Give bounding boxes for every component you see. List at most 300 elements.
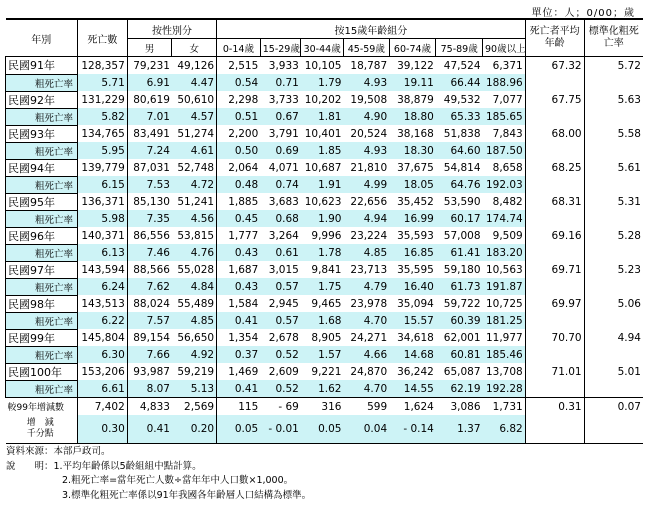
rate-cell: 1.91 — [301, 176, 344, 193]
rate-label: 粗死亡率 — [6, 278, 78, 295]
count-cell: 85,130 — [127, 193, 172, 210]
count-cell: 2,515 — [217, 57, 261, 75]
count-cell: 128,357 — [78, 57, 128, 75]
count-cell: 18,787 — [350, 59, 388, 72]
table-row — [6, 227, 644, 244]
rate-cell: 16.40 — [389, 278, 436, 295]
rate-cell: 0.74 — [260, 176, 301, 193]
year-label: 民國96年 — [6, 227, 78, 244]
rate-cell: 4.93 — [343, 74, 389, 91]
avg-age-blank — [525, 380, 584, 398]
note-3: 3.標準化粗死亡率係以91年我國各年齡層人口結構為標準。 — [62, 489, 312, 501]
count-cell: 1,687 — [217, 261, 261, 278]
count-cell: 50,610 — [177, 93, 215, 106]
header-by-sex: 按性別分 — [127, 19, 216, 39]
count-cell: 59,180 — [443, 263, 481, 276]
count-cell: 2,945 — [268, 297, 299, 310]
rate-cell: 4.57 — [172, 108, 217, 125]
header-year: 年別 — [6, 19, 78, 57]
rate-cell: 1.57 — [301, 346, 344, 363]
diff-cell: 599 — [343, 398, 389, 416]
rate-cell: 4.70 — [343, 312, 389, 329]
rate-cell: 6.15 — [78, 176, 128, 193]
avg-age-cell: 70.70 — [525, 329, 584, 346]
diff-std-cell: 0.07 — [584, 398, 643, 416]
diff-rate-cell: 0.41 — [127, 415, 172, 444]
count-cell: 38,879 — [397, 93, 434, 106]
rate-cell: 7.57 — [127, 312, 172, 329]
rate-cell: 7.62 — [127, 278, 172, 295]
count-cell: 13,708 — [485, 365, 523, 378]
rate-cell: 1.75 — [301, 278, 344, 295]
rate-cell: 5.98 — [78, 210, 128, 227]
diff-cell: - 69 — [260, 398, 301, 416]
rate-cell: 5.71 — [78, 74, 128, 91]
count-cell: 10,202 — [304, 93, 342, 106]
count-cell: 34,618 — [397, 331, 434, 344]
rate-row — [6, 210, 644, 227]
count-cell: 2,678 — [268, 331, 299, 344]
std-rate-cell: 4.94 — [584, 329, 643, 346]
avg-age-cell: 69.97 — [525, 295, 584, 312]
rate-cell: 7.01 — [127, 108, 172, 125]
count-cell: 8,482 — [492, 195, 523, 208]
rate-cell: 6.13 — [78, 244, 128, 261]
count-cell: 22,656 — [350, 195, 388, 208]
count-cell: 3,733 — [268, 93, 299, 106]
table-row — [6, 363, 644, 380]
rate-label: 粗死亡率 — [6, 312, 78, 329]
rate-cell: 1.62 — [301, 380, 344, 398]
count-cell: 9,996 — [311, 229, 342, 242]
count-cell: 143,513 — [78, 295, 128, 312]
std-rate-blank — [584, 380, 643, 398]
rate-cell: 185.46 — [483, 346, 526, 363]
rate-cell: 6.22 — [78, 312, 128, 329]
header-std-rate: 標準化粗死亡率 — [584, 19, 643, 57]
rate-cell: 0.67 — [260, 108, 301, 125]
header-age-30-44: 30-44歲 — [301, 39, 344, 57]
diff-cell: 1,731 — [483, 398, 526, 416]
count-cell: 56,650 — [177, 331, 215, 344]
footnotes — [6, 445, 311, 503]
rate-label: 粗死亡率 — [6, 108, 78, 125]
diff-rate-std-blank — [584, 415, 643, 444]
count-cell: 39,122 — [397, 59, 434, 72]
count-cell: 153,206 — [78, 363, 128, 380]
std-rate-blank — [584, 312, 643, 329]
count-cell: 9,841 — [311, 263, 342, 276]
header-age-60-74: 60-74歲 — [389, 39, 436, 57]
rate-label: 粗死亡率 — [6, 244, 78, 261]
std-rate-cell: 5.01 — [584, 363, 643, 380]
count-cell: 35,595 — [397, 263, 434, 276]
count-cell: 52,748 — [177, 161, 215, 174]
rate-cell: 0.57 — [260, 278, 301, 295]
rate-cell: 4.99 — [343, 176, 389, 193]
rate-cell: 5.95 — [78, 142, 128, 159]
rate-cell: 15.57 — [389, 312, 436, 329]
diff-rate-cell: 0.05 — [301, 415, 344, 444]
rate-cell: 65.33 — [436, 108, 483, 125]
diff-label: 較99年增減數 — [6, 398, 78, 416]
std-rate-cell: 5.28 — [584, 227, 643, 244]
rate-cell: 5.82 — [78, 108, 128, 125]
rate-cell: 64.60 — [436, 142, 483, 159]
rate-cell: 7.24 — [127, 142, 172, 159]
avg-age-blank — [525, 210, 584, 227]
avg-age-blank — [525, 278, 584, 295]
table-row — [6, 295, 644, 312]
std-rate-blank — [584, 142, 643, 159]
count-cell: 49,126 — [177, 59, 215, 72]
count-cell: 6,371 — [492, 59, 523, 72]
avg-age-blank — [525, 142, 584, 159]
count-cell: 23,713 — [350, 263, 388, 276]
rate-cell: 191.87 — [483, 278, 526, 295]
count-cell: 2,298 — [217, 91, 261, 108]
table-row — [6, 261, 644, 278]
rate-cell: 6.24 — [78, 278, 128, 295]
rate-cell: 1.90 — [301, 210, 344, 227]
diff-rate-row — [6, 415, 644, 444]
count-cell: 53,815 — [177, 229, 215, 242]
count-cell: 51,838 — [443, 127, 481, 140]
count-cell: 23,224 — [350, 229, 388, 242]
note-2: 2.粗死亡率=當年死亡人數÷當年年中人口數×1,000。 — [62, 475, 294, 486]
rate-cell: 6.30 — [78, 346, 128, 363]
count-cell: 145,804 — [78, 329, 128, 346]
diff-cell: 4,833 — [127, 398, 172, 416]
year-label: 民國91年 — [6, 57, 78, 75]
count-cell: 47,524 — [443, 59, 481, 72]
count-cell: 131,229 — [78, 91, 128, 108]
count-cell: 93,987 — [127, 363, 172, 380]
count-cell: 3,683 — [268, 195, 299, 208]
header-age-45-59: 45-59歲 — [343, 39, 389, 57]
count-cell: 35,452 — [397, 195, 434, 208]
diff-rate-avg-blank — [525, 415, 584, 444]
rate-cell: 62.19 — [436, 380, 483, 398]
avg-age-cell: 71.01 — [525, 363, 584, 380]
rate-cell: 4.93 — [343, 142, 389, 159]
count-cell: 139,779 — [78, 159, 128, 176]
count-cell: 51,274 — [177, 127, 215, 140]
count-cell: 1,885 — [217, 193, 261, 210]
rate-cell: 14.68 — [389, 346, 436, 363]
count-cell: 59,219 — [177, 365, 215, 378]
count-cell: 79,231 — [127, 57, 172, 75]
count-cell: 9,465 — [311, 297, 342, 310]
rate-cell: 4.85 — [172, 312, 217, 329]
count-cell: 136,371 — [78, 193, 128, 210]
table-body — [6, 57, 644, 444]
table-row — [6, 329, 644, 346]
std-rate-cell: 5.63 — [584, 91, 643, 108]
count-cell: 10,623 — [304, 195, 342, 208]
avg-age-blank — [525, 346, 584, 363]
rate-label: 粗死亡率 — [6, 210, 78, 227]
diff-cell: 316 — [301, 398, 344, 416]
year-label: 民國92年 — [6, 91, 78, 108]
table-row — [6, 125, 644, 142]
death-statistics-table — [5, 18, 643, 444]
year-label: 民國99年 — [6, 329, 78, 346]
count-cell: 1,777 — [217, 227, 261, 244]
count-cell: 23,978 — [350, 297, 388, 310]
rate-cell: 0.43 — [217, 278, 261, 295]
rate-cell: 0.71 — [260, 74, 301, 91]
rate-row — [6, 380, 644, 398]
diff-rate-cell: - 0.14 — [389, 415, 436, 444]
count-cell: 2,200 — [217, 125, 261, 142]
count-cell: 19,508 — [350, 93, 388, 106]
count-cell: 21,810 — [350, 161, 388, 174]
year-label: 民國95年 — [6, 193, 78, 210]
diff-rate-cell: 0.30 — [78, 415, 128, 444]
count-cell: 38,168 — [397, 127, 434, 140]
rate-cell: 61.73 — [436, 278, 483, 295]
count-cell: 89,154 — [127, 329, 172, 346]
rate-cell: 4.79 — [343, 278, 389, 295]
note-label: 說 明： — [6, 460, 54, 472]
count-cell: 7,077 — [492, 93, 523, 106]
count-cell: 9,221 — [311, 365, 342, 378]
count-cell: 54,814 — [443, 161, 481, 174]
avg-age-blank — [525, 176, 584, 193]
count-cell: 49,532 — [443, 93, 481, 106]
year-label: 民國98年 — [6, 295, 78, 312]
count-cell: 36,242 — [397, 365, 434, 378]
avg-age-cell: 68.00 — [525, 125, 584, 142]
diff-row — [6, 398, 644, 416]
rate-cell: 6.91 — [127, 74, 172, 91]
note-1: 1.平均年齡係以5齡組組中點計算。 — [53, 460, 202, 472]
count-cell: 8,905 — [311, 331, 342, 344]
std-rate-blank — [584, 244, 643, 261]
diff-rate-cell: 0.20 — [172, 415, 217, 444]
count-cell: 53,590 — [443, 195, 481, 208]
header-age-75-89: 75-89歲 — [436, 39, 483, 57]
avg-age-cell: 68.25 — [525, 159, 584, 176]
count-cell: 11,977 — [485, 331, 523, 344]
unit-note: 單位：人；0/00；歲 — [531, 8, 635, 19]
count-cell: 35,094 — [397, 297, 434, 310]
rate-cell: 4.66 — [343, 346, 389, 363]
count-cell: 24,271 — [350, 331, 388, 344]
rate-cell: 1.85 — [301, 142, 344, 159]
rate-row — [6, 244, 644, 261]
rate-cell: 192.03 — [483, 176, 526, 193]
rate-row — [6, 346, 644, 363]
header-avg-age: 死亡者平均年齡 — [525, 19, 584, 57]
rate-cell: 187.50 — [483, 142, 526, 159]
count-cell: 134,765 — [78, 125, 128, 142]
avg-age-cell: 67.75 — [525, 91, 584, 108]
rate-cell: 7.46 — [127, 244, 172, 261]
std-rate-blank — [584, 278, 643, 295]
header-age-15-29: 15-29歲 — [260, 39, 301, 57]
diff-cell: 115 — [217, 398, 261, 416]
header-male: 男 — [127, 39, 172, 57]
avg-age-cell: 68.31 — [525, 193, 584, 210]
rate-cell: 0.43 — [217, 244, 261, 261]
count-cell: 10,687 — [304, 161, 342, 174]
count-cell: 9,509 — [492, 229, 523, 242]
rate-cell: 7.66 — [127, 346, 172, 363]
std-rate-blank — [584, 108, 643, 125]
rate-cell: 0.52 — [260, 380, 301, 398]
std-rate-cell: 5.23 — [584, 261, 643, 278]
count-cell: 4,071 — [268, 161, 299, 174]
source-note: 資料來源：本部戶政司。 — [6, 446, 111, 457]
rate-cell: 0.51 — [217, 108, 261, 125]
rate-cell: 0.45 — [217, 210, 261, 227]
count-cell: 8,658 — [492, 161, 523, 174]
table-row — [6, 57, 644, 75]
count-cell: 3,264 — [268, 229, 299, 242]
diff-rate-cell: 6.82 — [483, 415, 526, 444]
diff-cell: 7,402 — [78, 398, 128, 416]
std-rate-cell: 5.06 — [584, 295, 643, 312]
rate-cell: 7.35 — [127, 210, 172, 227]
count-cell: 3,015 — [268, 263, 299, 276]
rate-cell: 174.74 — [483, 210, 526, 227]
rate-cell: 64.76 — [436, 176, 483, 193]
rate-cell: 0.52 — [260, 346, 301, 363]
rate-cell: 192.28 — [483, 380, 526, 398]
rate-cell: 0.37 — [217, 346, 261, 363]
avg-age-cell: 69.71 — [525, 261, 584, 278]
rate-cell: 1.79 — [301, 74, 344, 91]
rate-cell: 4.56 — [172, 210, 217, 227]
rate-cell: 61.41 — [436, 244, 483, 261]
rate-cell: 4.70 — [343, 380, 389, 398]
diff-rate-cell: - 0.01 — [260, 415, 301, 444]
count-cell: 10,725 — [485, 297, 523, 310]
count-cell: 24,870 — [350, 365, 388, 378]
rate-label: 粗死亡率 — [6, 380, 78, 398]
rate-label: 粗死亡率 — [6, 74, 78, 91]
rate-label: 粗死亡率 — [6, 142, 78, 159]
rate-row — [6, 176, 644, 193]
rate-row — [6, 108, 644, 125]
count-cell: 1,469 — [217, 363, 261, 380]
rate-cell: 0.54 — [217, 74, 261, 91]
count-cell: 3,933 — [268, 59, 299, 72]
rate-cell: 188.96 — [483, 74, 526, 91]
rate-cell: 60.39 — [436, 312, 483, 329]
count-cell: 1,354 — [217, 329, 261, 346]
year-label: 民國93年 — [6, 125, 78, 142]
diff-cell: 2,569 — [172, 398, 217, 416]
rate-cell: 181.25 — [483, 312, 526, 329]
diff-rate-label-line1: 增 減 — [26, 418, 54, 428]
table-row — [6, 159, 644, 176]
rate-cell: 4.94 — [343, 210, 389, 227]
count-cell: 55,028 — [177, 263, 215, 276]
count-cell: 37,675 — [397, 161, 434, 174]
rate-label: 粗死亡率 — [6, 176, 78, 193]
header-age-90-plus: 90歲以上 — [483, 39, 526, 57]
count-cell: 10,401 — [304, 127, 342, 140]
count-cell: 143,594 — [78, 261, 128, 278]
count-cell: 86,556 — [127, 227, 172, 244]
rate-cell: 0.50 — [217, 142, 261, 159]
rate-cell: 16.85 — [389, 244, 436, 261]
rate-cell: 18.30 — [389, 142, 436, 159]
count-cell: 51,241 — [177, 195, 215, 208]
table-row — [6, 91, 644, 108]
year-label: 民國100年 — [6, 363, 78, 380]
diff-rate-cell: 1.37 — [436, 415, 483, 444]
count-cell: 10,105 — [304, 59, 342, 72]
diff-rate-label — [6, 415, 78, 444]
count-cell: 20,524 — [350, 127, 388, 140]
avg-age-blank — [525, 108, 584, 125]
rate-cell: 4.90 — [343, 108, 389, 125]
count-cell: 55,489 — [177, 297, 215, 310]
count-cell: 3,791 — [268, 127, 299, 140]
diff-rate-label-line2: 千分點 — [26, 429, 54, 439]
std-rate-blank — [584, 210, 643, 227]
note-line-2 — [6, 474, 311, 489]
rate-cell: 0.41 — [217, 380, 261, 398]
rate-label: 粗死亡率 — [6, 346, 78, 363]
rate-cell: 0.68 — [260, 210, 301, 227]
count-cell: 65,087 — [443, 365, 481, 378]
rate-cell: 18.80 — [389, 108, 436, 125]
rate-cell: 4.92 — [172, 346, 217, 363]
rate-cell: 183.20 — [483, 244, 526, 261]
diff-avg-cell: 0.31 — [525, 398, 584, 416]
rate-cell: 4.85 — [343, 244, 389, 261]
rate-cell: 19.11 — [389, 74, 436, 91]
std-rate-blank — [584, 346, 643, 363]
rate-row — [6, 142, 644, 159]
rate-cell: 0.48 — [217, 176, 261, 193]
rate-cell: 8.07 — [127, 380, 172, 398]
note-line-1 — [6, 460, 311, 475]
rate-cell: 0.41 — [217, 312, 261, 329]
count-cell: 35,593 — [397, 229, 434, 242]
count-cell: 59,722 — [443, 297, 481, 310]
diff-cell: 3,086 — [436, 398, 483, 416]
std-rate-blank — [584, 176, 643, 193]
rate-cell: 0.69 — [260, 142, 301, 159]
rate-cell: 4.61 — [172, 142, 217, 159]
avg-age-cell: 69.16 — [525, 227, 584, 244]
rate-cell: 1.68 — [301, 312, 344, 329]
rate-cell: 4.72 — [172, 176, 217, 193]
table-row — [6, 193, 644, 210]
rate-cell: 185.65 — [483, 108, 526, 125]
rate-cell: 6.61 — [78, 380, 128, 398]
rate-row — [6, 278, 644, 295]
std-rate-cell: 5.72 — [584, 57, 643, 75]
rate-cell: 14.55 — [389, 380, 436, 398]
note-line-3 — [6, 489, 311, 504]
std-rate-cell: 5.61 — [584, 159, 643, 176]
rate-cell: 16.99 — [389, 210, 436, 227]
header-age-0-14: 0-14歲 — [217, 39, 261, 57]
count-cell: 2,064 — [217, 159, 261, 176]
rate-cell: 1.81 — [301, 108, 344, 125]
std-rate-cell: 5.58 — [584, 125, 643, 142]
diff-cell: 1,624 — [389, 398, 436, 416]
year-label: 民國94年 — [6, 159, 78, 176]
year-label: 民國97年 — [6, 261, 78, 278]
